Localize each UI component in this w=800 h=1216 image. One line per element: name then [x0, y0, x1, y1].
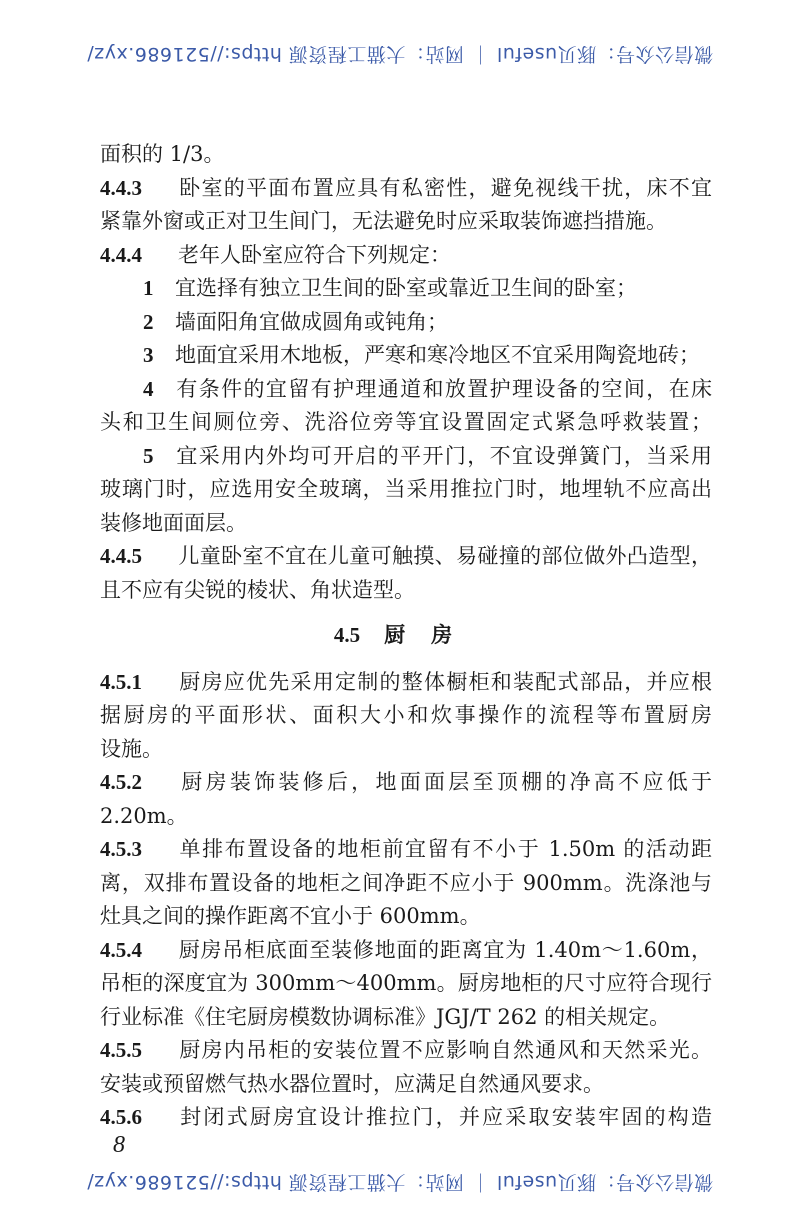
- line-text: 厨房应优先采用定制的整体橱柜和装配式部品，并应根: [178, 669, 712, 694]
- text-line: [100, 867, 712, 901]
- watermark-bottom: 微信公众号：豚贝useful ｜ 网站：大猫工程资源 https://521686.xyz/: [86, 1171, 714, 1193]
- clause-number: 4.5.3: [100, 837, 142, 861]
- line-text: 据厨房的平面形状、面积大小和炊事操作的流程等布置厨房: [100, 703, 712, 727]
- line-text: 墙面阳角宜做成圆角或钝角；: [175, 309, 448, 334]
- line-text: 儿童卧室不宜在儿童可触摸、易碰撞的部位做外凸造型，: [178, 544, 712, 568]
- section-number: 4.5: [333, 623, 361, 647]
- line-text: 封闭式厨房宜设计推拉门，并应采取安装牢固的构造: [178, 1105, 712, 1129]
- text-line: [100, 800, 712, 834]
- clause-4-5-3: [100, 833, 712, 867]
- text-line: [100, 473, 712, 507]
- list-item-3: [100, 339, 712, 373]
- text-line: [100, 574, 712, 608]
- line-text: 吊柜的深度宜为 300mm～400mm。厨房地柜的尺寸应符合现行: [100, 971, 712, 995]
- text-line: [100, 138, 712, 172]
- line-text: 有条件的宜留有护理通道和放置护理设备的空间，在床: [175, 376, 712, 401]
- line-text: 宜采用内外均可开启的平开门，不宜设弹簧门，当采用: [175, 443, 712, 468]
- line-text: 面积的 1/3。: [100, 142, 225, 166]
- text-line: [100, 205, 712, 239]
- text-line: [100, 699, 712, 733]
- section-title: 厨房: [384, 622, 479, 647]
- text-line: [100, 507, 712, 541]
- line-text: 老年人卧室应符合下列规定：: [178, 242, 451, 267]
- line-text: 2.20m。: [100, 803, 188, 828]
- line-text: 卧室的平面布置应具有私密性，避免视线干扰，床不宜: [178, 175, 712, 200]
- clause-4-5-2: [100, 766, 712, 800]
- clause-4-5-6: [100, 1101, 712, 1135]
- clause-4-5-5: [100, 1034, 712, 1068]
- clause-4-5-1: [100, 666, 712, 700]
- clause-number: 4.5.1: [100, 669, 142, 694]
- text-line: [100, 967, 712, 1001]
- line-text: 灶具之间的操作距离不宜小于 600mm。: [100, 904, 481, 928]
- clause-number: 4.5.4: [100, 937, 142, 962]
- line-text: 装修地面面层。: [100, 510, 247, 535]
- text-line: [100, 1068, 712, 1102]
- clause-4-4-5: [100, 540, 712, 574]
- clause-number: 4.4.4: [100, 242, 142, 267]
- item-number: 4: [143, 376, 154, 401]
- text-line: [100, 406, 712, 440]
- clause-number: 4.5.6: [100, 1105, 142, 1129]
- text-line: [100, 900, 712, 934]
- line-text: 单排布置设备的地柜前宜留有不小于 1.50m 的活动距: [178, 837, 712, 861]
- line-text: 设施。: [100, 736, 163, 761]
- watermark-top: 微信公众号：豚贝useful ｜ 网站：大猫工程资源 https://521686.xyz/: [86, 43, 714, 65]
- line-text: 厨房装饰装修后，地面面层至顶棚的净高不应低于: [178, 770, 712, 794]
- clause-4-5-4: [100, 934, 712, 968]
- clause-4-4-4: [100, 239, 712, 273]
- clause-4-4-3: [100, 172, 712, 206]
- line-text: 厨房内吊柜的安装位置不应影响自然通风和天然采光。: [178, 1038, 712, 1062]
- line-text: 安装或预留燃气热水器位置时，应满足自然通风要求。: [100, 1071, 604, 1096]
- clause-number: 4.5.2: [100, 770, 142, 794]
- item-number: 3: [143, 343, 154, 367]
- list-item-1: [100, 272, 712, 306]
- list-item-2: [100, 306, 712, 340]
- clause-number: 4.4.5: [100, 544, 142, 568]
- clause-number: 4.5.5: [100, 1038, 142, 1062]
- line-text: 且不应有尖锐的棱状、角状造型。: [100, 577, 415, 602]
- list-item-4: [100, 373, 712, 407]
- line-text: 厨房吊柜底面至装修地面的距离宜为 1.40m～1.60m，: [178, 937, 712, 962]
- item-number: 2: [143, 309, 154, 334]
- page-number: 8: [113, 1132, 125, 1158]
- line-text: 宜选择有独立卫生间的卧室或靠近卫生间的卧室；: [175, 276, 637, 300]
- list-item-5: [100, 440, 712, 474]
- clause-number: 4.4.3: [100, 175, 142, 200]
- document-body: [100, 138, 712, 1135]
- item-number: 1: [143, 276, 154, 300]
- line-text: 地面宜采用木地板，严寒和寒冷地区不宜采用陶瓷地砖；: [175, 343, 700, 367]
- line-text: 头和卫生间厕位旁、洗浴位旁等宜设置固定式紧急呼救装置；: [100, 410, 712, 434]
- line-text: 玻璃门时，应选用安全玻璃，当采用推拉门时，地埋轨不应高出: [100, 477, 712, 501]
- item-number: 5: [143, 443, 154, 468]
- line-text: 紧靠外窗或正对卫生间门，无法避免时应采取装饰遮挡措施。: [100, 209, 667, 233]
- text-line: [100, 1001, 712, 1035]
- line-text: 行业标准《住宅厨房模数协调标准》JGJ/T 262 的相关规定。: [100, 1004, 671, 1029]
- section-heading: [100, 618, 712, 653]
- text-line: [100, 733, 712, 767]
- line-text: 离，双排布置设备的地柜之间净距不应小于 900mm。洗涤池与: [100, 870, 712, 895]
